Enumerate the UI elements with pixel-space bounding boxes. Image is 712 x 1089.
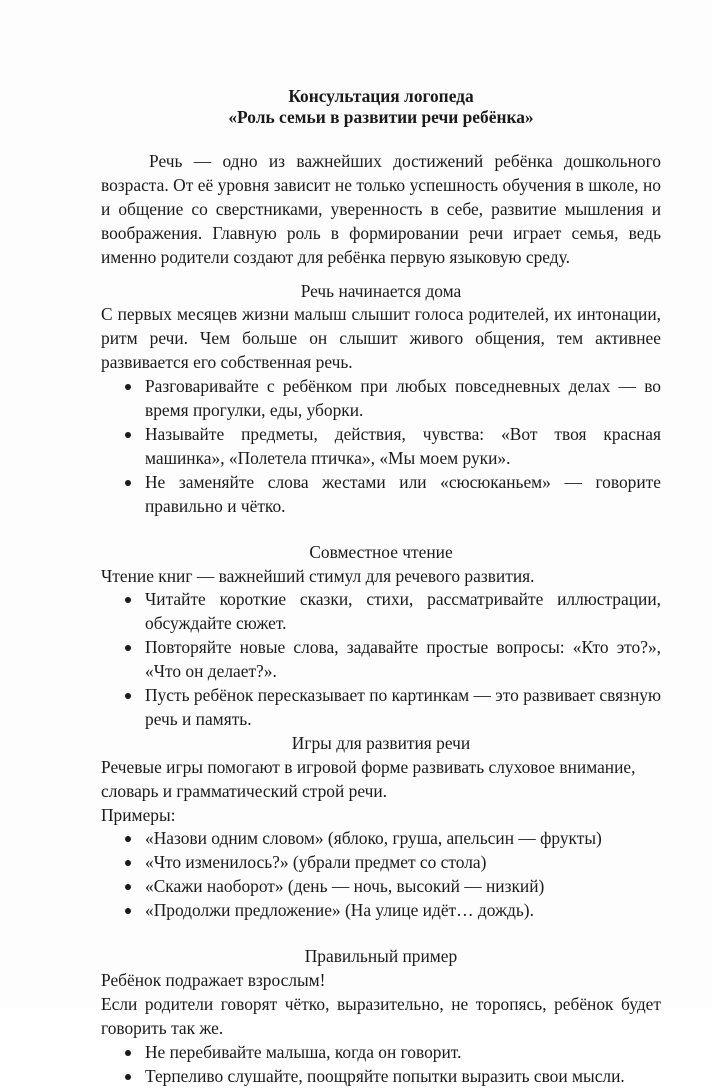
section-heading: Речь начинается дома <box>300 280 462 301</box>
spacer <box>101 128 661 150</box>
section-paragraph: Если родители говорят чётко, выразительно, не торопясь, ребёнок будет говорить так же. <box>101 993 661 1038</box>
spacer <box>101 270 661 280</box>
intro-paragraph: Речь — одно из важнейших достижений ребёнка дошкольного возраста. От её уровня зависит не только успешность обучения в школе, но и общение со сверстниками, уверенность в себе, развитие мышления и воображения. Главную роль в формировании речи играет семья, ведь именно родители создают для ребёнка первую языковую среду. <box>101 151 661 267</box>
bullet-item: Повторяйте новые слова, задавайте простые вопросы: «Кто это?», «Что он делает?». <box>101 636 661 684</box>
bullet-item: «Назови одним словом» (яблоко, груша, апельсин — фрукты) <box>101 827 661 851</box>
section-heading: Совместное чтение <box>309 541 453 562</box>
bullet-item: Пусть ребёнок пересказывает по картинкам — это развивает связную речь и память. <box>101 684 661 732</box>
section-paragraph: Речевые игры помогают в игровой форме развивать слуховое внимание, <box>101 756 636 777</box>
section-heading: Игры для развития речи <box>291 732 471 753</box>
bullet-item: «Продолжи предложение» (На улице идёт… дождь). <box>101 899 661 923</box>
section-joint-reading <box>101 541 661 732</box>
document-content <box>101 86 661 1089</box>
section-speech-games <box>101 732 661 923</box>
bullet-item: Разговаривайте с ребёнком при любых повседневных делах — во время прогулки, еды, уборки. <box>101 375 661 423</box>
bullet-item: «Скажи наоборот» (день — ночь, высокий — низкий) <box>101 875 661 899</box>
section-paragraph: словарь и грамматический строй речи. <box>101 780 388 801</box>
bullet-item: Не заменяйте слова жестами или «сюсюканьем» — говорите правильно и чётко. <box>101 471 661 519</box>
section-paragraph: Ребёнок подражает взрослым! <box>101 970 326 990</box>
section-heading: Правильный пример <box>304 946 458 967</box>
document-title-line-2: «Роль семьи в развитии речи ребёнка» <box>228 107 534 127</box>
spacer <box>101 923 661 945</box>
bullet-list <box>101 1041 661 1089</box>
bullet-item: Называйте предметы, действия, чувства: «Вот твоя красная машинка», «Полетела птичка», «Мы моем руки». <box>101 423 661 471</box>
spacer <box>101 519 661 541</box>
document-title-line-1: Консультация логопеда <box>288 86 474 106</box>
bullet-list <box>101 375 661 518</box>
bullet-item: Не перебивайте малыша, когда он говорит. <box>101 1041 661 1065</box>
bullet-list <box>101 588 661 731</box>
section-good-example <box>101 945 661 1088</box>
examples-label: Примеры: <box>101 804 176 825</box>
bullet-item: Читайте короткие сказки, стихи, рассматривайте иллюстрации, обсуждайте сюжет. <box>101 588 661 636</box>
bullet-list <box>101 827 661 923</box>
section-paragraph: Чтение книг — важнейший стимул для речевого развития. <box>101 565 535 586</box>
bullet-item: Терпеливо слушайте, поощряйте попытки выразить свои мысли. <box>101 1065 661 1089</box>
section-paragraph: С первых месяцев жизни малыш слышит голоса родителей, их интонации, ритм речи. Чем больше он слышит живого общения, тем активнее развивается его собственная речь. <box>101 304 661 373</box>
bullet-item: «Что изменилось?» (убрали предмет со стола) <box>101 851 661 875</box>
section-speech-at-home <box>101 280 661 519</box>
